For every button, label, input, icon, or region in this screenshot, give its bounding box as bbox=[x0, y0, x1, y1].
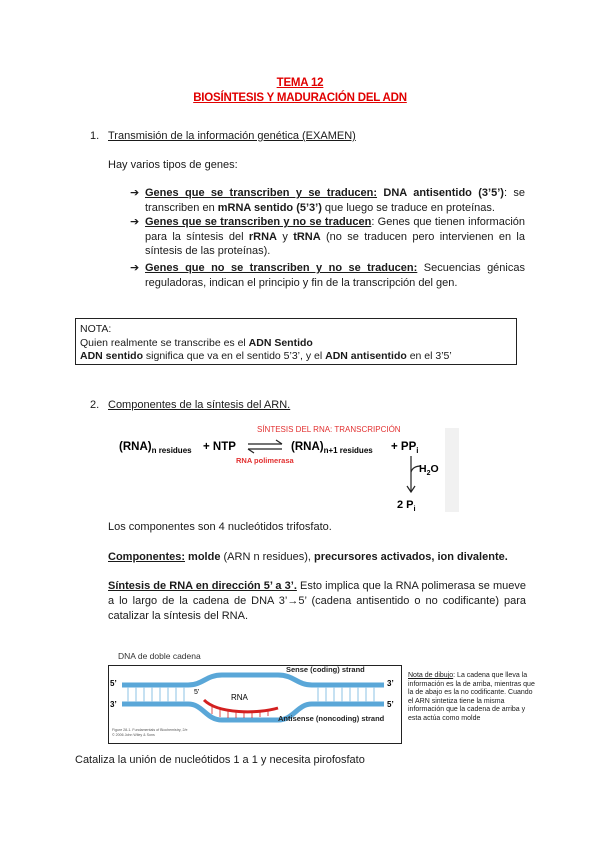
note-box bbox=[75, 318, 517, 365]
equation-right-rna: $(RNA)_{n+1 residues}$ bbox=[291, 441, 373, 455]
equation-ppi: + $PP_i$ bbox=[391, 441, 419, 455]
section1-intro: Hay varios tipos de genes: bbox=[108, 159, 238, 171]
bullet-2-text-a: : Genes que tienen información para la síntesis del bbox=[145, 216, 525, 243]
equation-enzyme: RNA polimerasa bbox=[236, 456, 294, 465]
components-line bbox=[108, 550, 508, 565]
note-line-2 bbox=[80, 337, 512, 351]
top-strand-three-prime: 3’ bbox=[387, 679, 394, 688]
side-note-head: Nota de dibujo bbox=[408, 672, 454, 679]
bullet-2-bold-a: rRNA bbox=[248, 230, 278, 243]
figure-credit-2: © 2006 John Wiley & Sons bbox=[112, 733, 155, 737]
antisense-strand-label: Antisense (noncoding) strand bbox=[278, 714, 385, 723]
top-strand-five-prime: 5’ bbox=[110, 679, 117, 688]
section2-number: 2. bbox=[90, 399, 100, 411]
components-intro: Los componentes son 4 nucleótidos trifosfato. bbox=[108, 521, 332, 533]
synthesis-text: Esto implica que la RNA polimerasa se mueve a lo largo de la cadena de DNA 3’→5’ (cadena antisentido o no codificante) para catalizar la síntesis del RNA. bbox=[108, 580, 526, 622]
figure-side-note bbox=[408, 672, 538, 724]
arrow-bullet-icon: ➔ bbox=[130, 262, 140, 274]
bottom-strand-three-prime: 3’ bbox=[110, 700, 117, 709]
bullet-2-head: Genes que se transcriben y no se traducen bbox=[145, 216, 372, 228]
footer-text: Cataliza la unión de nucleótidos 1 a 1 y necesita pirofosfato bbox=[75, 754, 365, 766]
bullet-2-bold-b: tRNA bbox=[293, 230, 321, 243]
sense-strand-label: Sense (coding) strand bbox=[286, 665, 365, 674]
components-bold-1: molde bbox=[185, 551, 221, 563]
equation-left-rna: $(RNA)_{n residues}$ bbox=[119, 441, 192, 455]
section2-title: Componentes de la síntesis del ARN. bbox=[108, 399, 291, 411]
bullet-3-head: Genes que no se transcriben y no se traducen: bbox=[145, 262, 418, 274]
side-note-text: : La cadena que lleva la información es la de arriba, mientras que la de abajo es la no codificante. Cuando el ARN sintetiza tiene la misma información que la cadena de arriba y esta actúa como molde bbox=[408, 672, 535, 722]
note-line-3-text-1: significa que va en el sentido 5’3’, y el bbox=[143, 350, 326, 362]
components-bold-2: precursores activados, ion divalente. bbox=[313, 551, 508, 563]
transcription-equation bbox=[115, 420, 475, 512]
note-label: NOTA: bbox=[80, 323, 112, 335]
figure-title: DNA de doble cadena bbox=[118, 651, 201, 661]
rna-five-prime: 5’ bbox=[194, 689, 200, 696]
bullet-3-text: Secuencias génicas reguladoras, indican el principio y fin de la transcripción del gen. bbox=[145, 262, 525, 289]
bullet-1 bbox=[145, 186, 525, 215]
section1-number: 1. bbox=[90, 130, 100, 142]
synthesis-head: Síntesis de RNA en dirección 5’ a 3’. bbox=[108, 580, 297, 592]
dna-double-strand-figure bbox=[108, 648, 404, 744]
rna-label: RNA bbox=[231, 693, 248, 702]
bullet-2-text-b: y bbox=[277, 230, 294, 243]
note-line-3-text-2: en el 3’5’ bbox=[406, 350, 452, 362]
figure-credit-1: Figure 28-1. Fundamentals of Biochemistry, 2/e bbox=[112, 728, 188, 732]
note-line-3-bold-1: ADN sentido bbox=[80, 350, 143, 362]
equation-caption: SÍNTESIS DEL RNA: TRANSCRIPCIÓN bbox=[257, 425, 401, 434]
bullet-1-bold-a: DNA antisentido (3’5’) bbox=[383, 187, 504, 199]
bullet-2-text-c: (no se traducen pero intervienen en la síntesis de las proteínas). bbox=[145, 230, 525, 257]
synthesis-paragraph bbox=[108, 579, 526, 624]
bullet-2 bbox=[145, 215, 525, 259]
equilibrium-arrow-icon bbox=[248, 440, 282, 453]
components-text-1: (ARN n residues), bbox=[220, 551, 314, 563]
equation-scan-strip bbox=[445, 428, 459, 512]
components-head: Componentes: bbox=[108, 551, 185, 563]
section1-title: Transmisión de la información genética (EXAMEN) bbox=[108, 130, 356, 142]
equation-ntp: + NTP bbox=[203, 441, 236, 453]
bullet-1-text-c: que luego se traduce en proteínas. bbox=[321, 201, 495, 214]
arrow-bullet-icon: ➔ bbox=[130, 216, 140, 228]
bullet-1-bold-b: mRNA sentido (5’3’) bbox=[217, 201, 322, 214]
equation-water: $H_2O$ bbox=[419, 463, 439, 477]
note-line-3 bbox=[80, 350, 512, 364]
bullet-3 bbox=[145, 261, 525, 290]
page-title: BIOSÍNTESIS Y MADURACIÓN DEL ADN bbox=[193, 92, 407, 104]
arrow-bullet-icon: ➔ bbox=[130, 187, 140, 199]
equation-product: 2 $P_i$ bbox=[397, 499, 416, 512]
bottom-strand-five-prime: 5’ bbox=[387, 700, 394, 709]
bullet-1-head: Genes que se transcriben y se traducen: bbox=[145, 187, 378, 199]
note-line-3-bold-2: ADN antisentido bbox=[325, 350, 407, 362]
note-line-2-bold: ADN Sentido bbox=[248, 336, 313, 349]
page-title-number: TEMA 12 bbox=[276, 77, 324, 89]
bullet-1-text-b: : se transcriben en bbox=[145, 187, 525, 214]
note-line-2-text: Quien realmente se transcribe es el bbox=[80, 336, 249, 349]
